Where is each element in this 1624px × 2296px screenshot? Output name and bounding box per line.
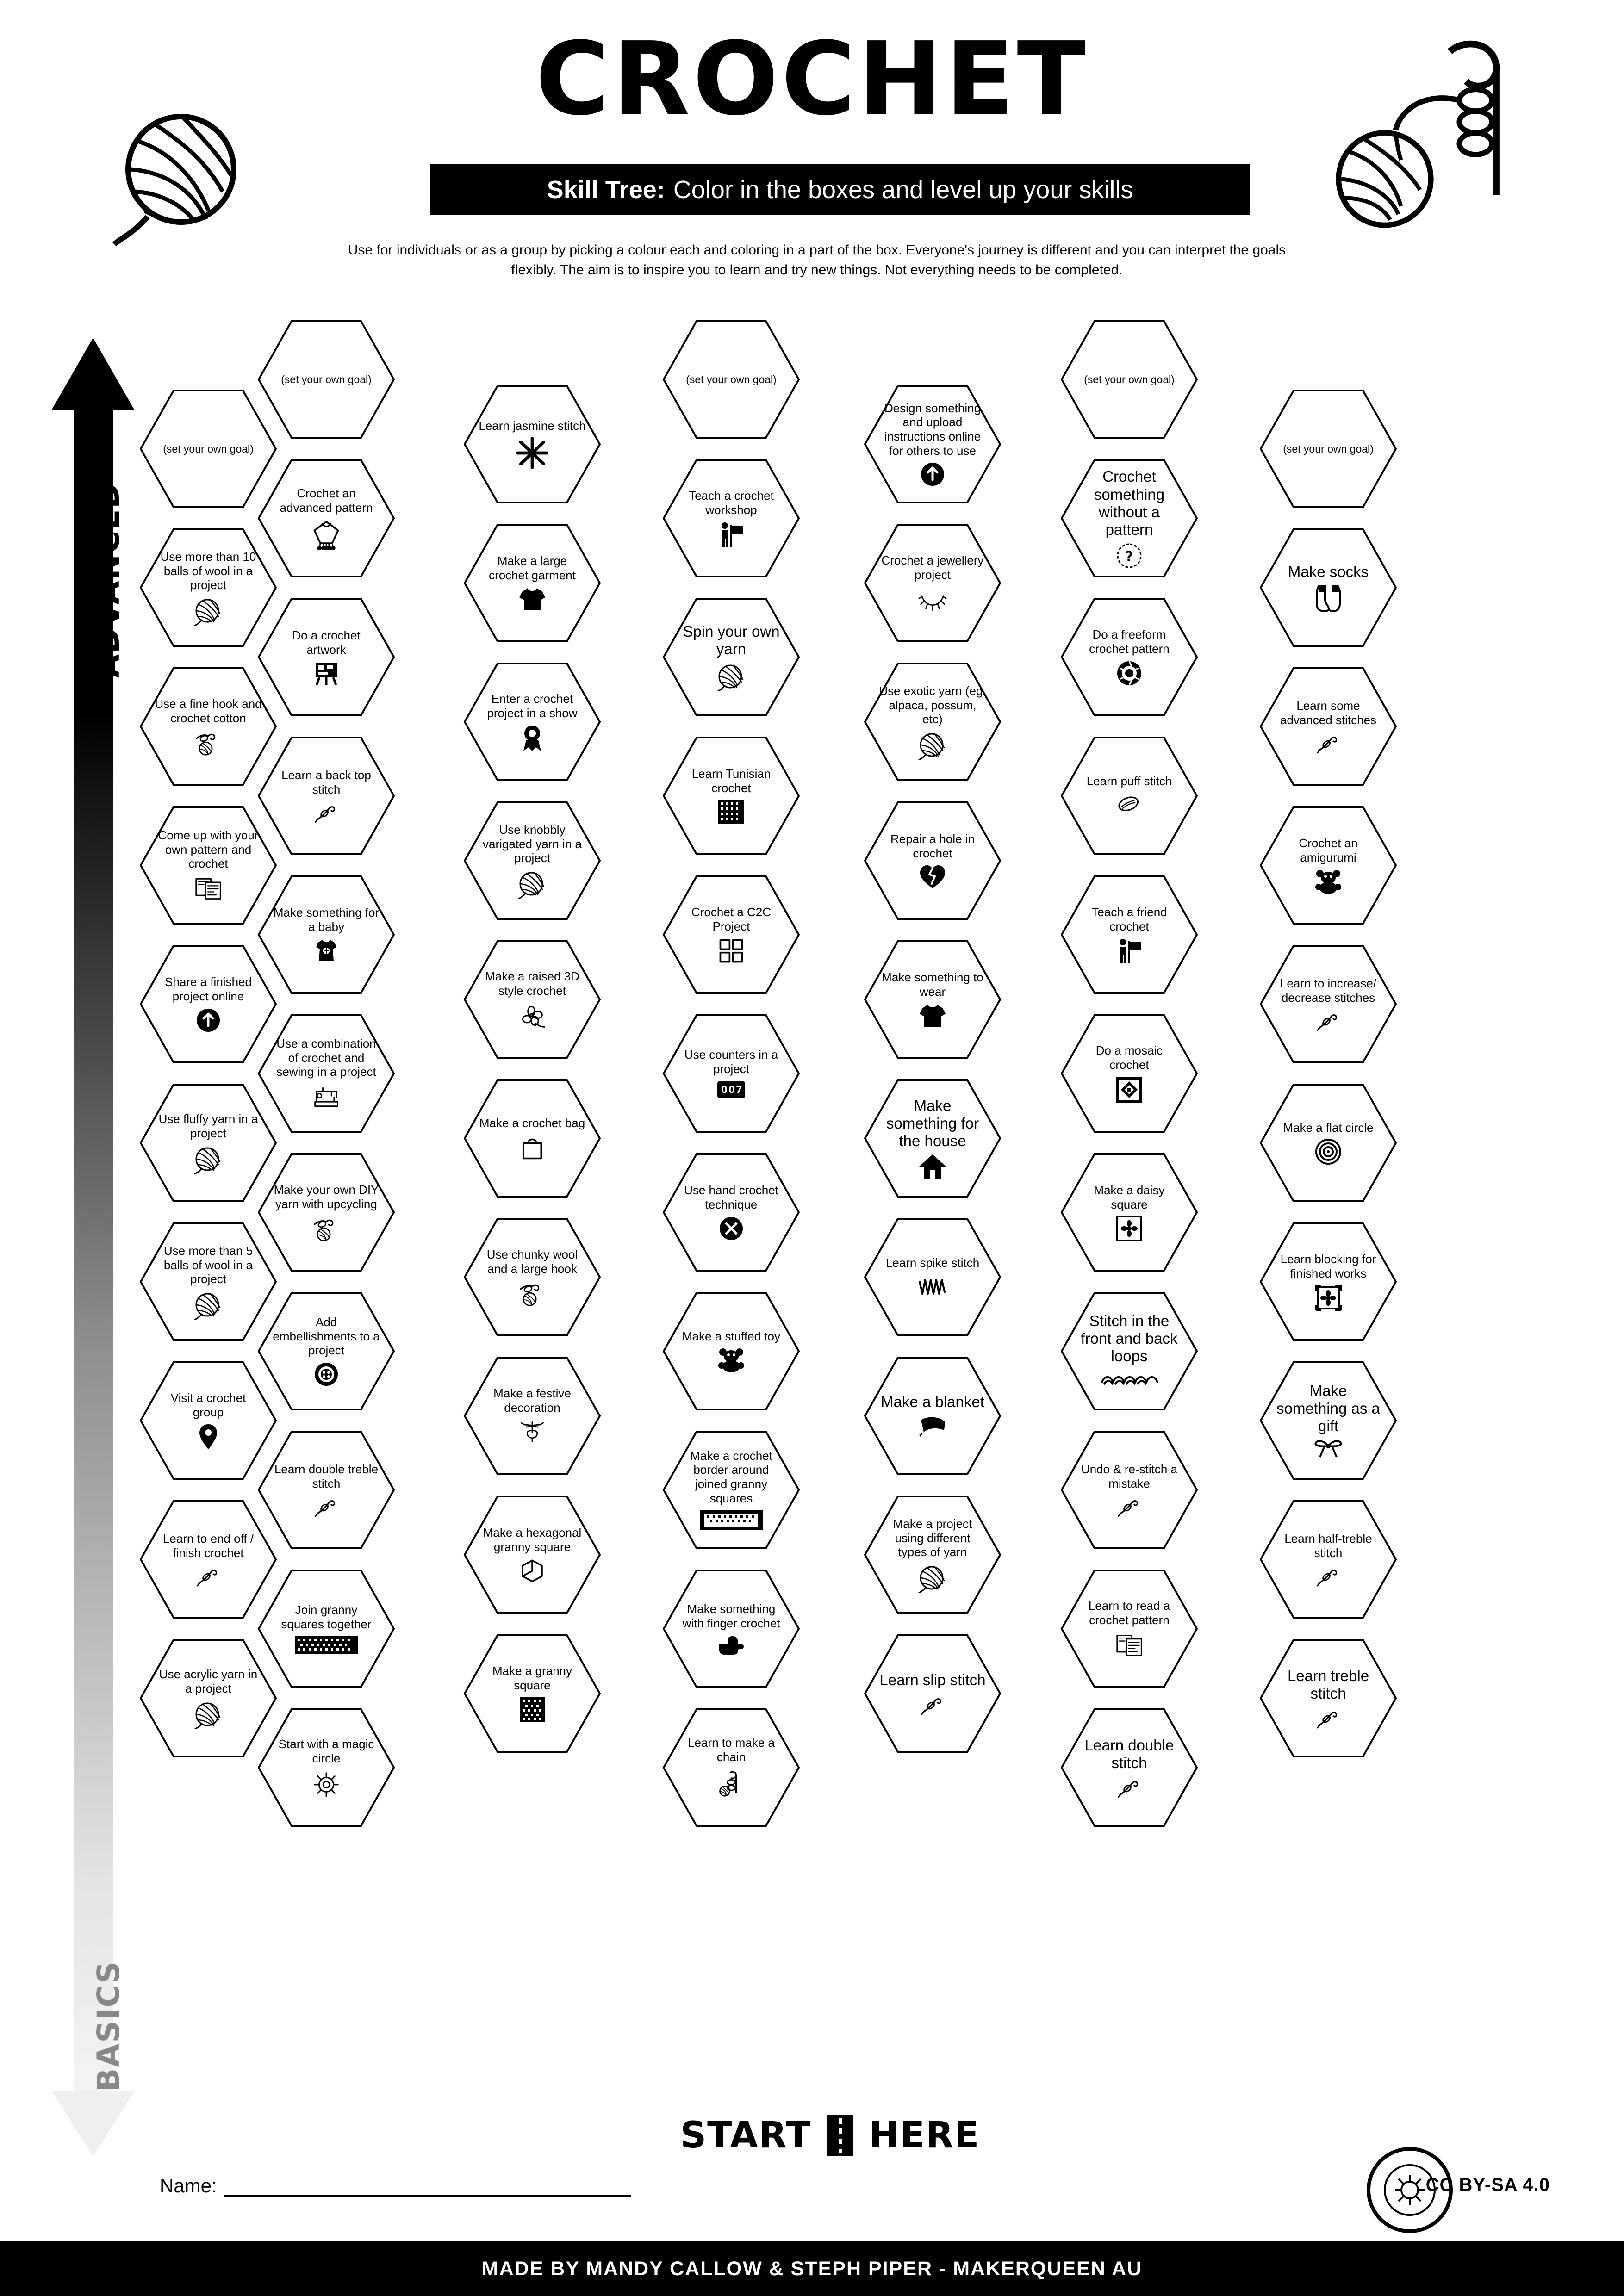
skill-label: (set your own goal) xyxy=(163,442,254,455)
yarn-icon xyxy=(716,662,746,691)
gift-icon xyxy=(1311,1439,1346,1459)
skill-label: Use acrylic yarn in a project xyxy=(159,1667,258,1695)
skill-label: Make a stuffed toy xyxy=(682,1329,780,1343)
subtitle-text: Color in the boxes and level up your skills xyxy=(673,176,1133,204)
skill-hex-col5-1[interactable] xyxy=(863,523,1002,643)
pin-icon xyxy=(198,1423,218,1450)
skill-hex-col3-1[interactable] xyxy=(463,523,602,643)
counter-icon xyxy=(716,1080,746,1099)
skill-hex-col7-7[interactable] xyxy=(1259,1360,1398,1481)
magic-circle-icon xyxy=(312,1769,341,1798)
hook-icon xyxy=(1313,731,1343,754)
hook-icon xyxy=(311,1495,341,1518)
skill-label: Learn puff stitch xyxy=(1086,774,1172,788)
skill-label: Use counters in a project xyxy=(684,1048,778,1076)
skill-label: Undo & re-stitch a mistake xyxy=(1081,1462,1178,1490)
skill-label: Make socks xyxy=(1288,563,1369,580)
skill-label: Make a raised 3D style crochet xyxy=(485,969,579,998)
bag-icon xyxy=(519,1134,545,1160)
yarn-icon xyxy=(918,730,947,760)
skill-label: Learn a back top stitch xyxy=(281,768,371,796)
skill-hex-col5-4[interactable] xyxy=(863,939,1002,1060)
skill-label: Make your own DIY yarn with upcycling xyxy=(274,1183,379,1211)
border-icon xyxy=(699,1509,764,1531)
skill-label: Design something and upload instructions online for others to use xyxy=(884,401,981,458)
spike-icon xyxy=(901,1273,964,1298)
skill-label: Make a large crochet garment xyxy=(489,554,576,582)
upload-icon xyxy=(920,461,946,487)
broken-heart-icon xyxy=(919,864,946,889)
skill-hex-col6-4[interactable] xyxy=(1060,875,1199,995)
skill-hex-col7-2[interactable] xyxy=(1259,666,1398,787)
c2c-icon xyxy=(718,937,745,964)
axis-arrow-down-icon xyxy=(52,2091,134,2156)
skill-hex-col7-5[interactable] xyxy=(1259,1083,1398,1203)
yarn-icon xyxy=(517,869,547,899)
skill-label: (set your own goal) xyxy=(281,373,372,385)
finger-icon xyxy=(717,1634,745,1656)
asterisk-icon xyxy=(516,436,549,470)
skill-label: Repair a hole in crochet xyxy=(890,832,975,860)
skill-hex-col2-8[interactable] xyxy=(257,1430,396,1550)
pattern-icon xyxy=(193,875,223,902)
skill-hex-col5-7[interactable] xyxy=(863,1356,1002,1476)
daisy-square-icon xyxy=(1116,1216,1142,1241)
hook-icon xyxy=(1313,1706,1343,1729)
skill-label: Make something for a baby xyxy=(273,906,380,934)
name-label: Name: xyxy=(160,2175,217,2197)
skill-label: (set your own goal) xyxy=(1283,442,1374,455)
svg-text:?: ? xyxy=(1125,548,1133,565)
yarn-ball-icon xyxy=(109,111,261,252)
yarn-icon xyxy=(193,1144,223,1174)
skill-hex-col3-9[interactable] xyxy=(463,1633,602,1754)
skill-hex-col5-0[interactable] xyxy=(863,384,1002,504)
skill-hex-col6-8[interactable] xyxy=(1060,1430,1199,1550)
skill-label: (set your own goal) xyxy=(1084,373,1175,385)
teach-icon xyxy=(717,521,745,548)
freeform-icon xyxy=(1116,660,1143,687)
skill-hex-col6-9[interactable] xyxy=(1060,1569,1199,1689)
hook-icon xyxy=(193,1564,223,1587)
skill-label: Spin your own yarn xyxy=(683,622,780,658)
blocking-icon xyxy=(1315,1285,1342,1311)
skill-label: Make a crochet bag xyxy=(479,1116,585,1130)
tshirt-icon xyxy=(517,586,547,612)
skill-hex-col4-10[interactable] xyxy=(662,1707,801,1828)
granny-strip-icon xyxy=(294,1635,359,1655)
tshirt-icon xyxy=(918,1003,947,1029)
skill-hex-col2-5[interactable] xyxy=(257,1013,396,1134)
skill-hex-col4-7[interactable] xyxy=(662,1291,801,1411)
skill-label: Make something to wear xyxy=(882,970,983,999)
skill-label: Use knobbly varigated yarn in a project xyxy=(483,822,582,865)
yarn-icon xyxy=(193,596,223,626)
mosaic-icon xyxy=(1115,1076,1143,1104)
skill-hex-col7-1[interactable] xyxy=(1259,527,1398,648)
hook-icon xyxy=(311,800,341,824)
skill-label: Make a daisy square xyxy=(1094,1183,1165,1211)
skill-hex-col4-6[interactable] xyxy=(662,1152,801,1272)
skill-hex-col6-0[interactable] xyxy=(1060,319,1199,440)
skill-label: Do a crochet artwork xyxy=(292,628,361,657)
skill-label: (set your own goal) xyxy=(686,373,777,385)
bear-icon xyxy=(1314,869,1343,894)
skill-label: Make something as a gift xyxy=(1276,1382,1380,1435)
socks-icon xyxy=(1315,584,1342,612)
hook-icon xyxy=(918,1693,947,1716)
name-field-row xyxy=(160,2175,631,2197)
hook-icon xyxy=(1313,1564,1343,1587)
granny-square-icon xyxy=(519,1696,546,1723)
skill-hex-col4-2[interactable] xyxy=(662,597,801,717)
jewel-icon xyxy=(918,586,947,613)
hook-yarn-icon xyxy=(311,1215,341,1242)
skill-hex-col6-2[interactable] xyxy=(1060,597,1199,717)
hexagon-icon xyxy=(519,1558,545,1584)
skill-label: Use a fine hook and crochet cotton xyxy=(155,697,262,725)
skill-label: Do a mosaic crochet xyxy=(1095,1043,1163,1072)
skill-label: Make a blanket xyxy=(881,1393,984,1410)
skill-label: Make a project using different types of yarn xyxy=(893,1516,972,1559)
skill-label: Learn double stitch xyxy=(1084,1736,1174,1771)
skill-hex-col2-9[interactable] xyxy=(257,1569,396,1689)
skill-hex-col4-5[interactable] xyxy=(662,1013,801,1134)
skill-label: Learn double treble stitch xyxy=(274,1462,379,1490)
question-icon xyxy=(1116,543,1142,569)
skill-label: Visit a crochet group xyxy=(170,1391,246,1419)
flower-icon xyxy=(518,1002,547,1030)
hook-icon xyxy=(1114,1775,1144,1799)
chain-icon xyxy=(718,1768,744,1800)
skill-hex-col7-3[interactable] xyxy=(1259,805,1398,925)
skill-label: Use a combination of crochet and sewing in a project xyxy=(276,1036,376,1079)
svg-text:0: 0 xyxy=(728,1084,735,1095)
skill-hex-col6-10[interactable] xyxy=(1060,1707,1199,1828)
blanket-icon xyxy=(918,1415,947,1439)
puff-icon xyxy=(1115,792,1144,818)
skill-label: Share a finished project online xyxy=(165,975,252,1003)
skill-hex-col3-8[interactable] xyxy=(463,1495,602,1615)
footer-credit: MADE BY MANDY CALLOW & STEPH PIPER - MAKERQUEEN AU xyxy=(0,2241,1624,2296)
svg-text:7: 7 xyxy=(736,1084,742,1095)
skill-hex-col4-3[interactable] xyxy=(662,736,801,856)
grid-dots-icon xyxy=(717,799,745,825)
x-circle-icon xyxy=(718,1216,744,1241)
button-icon xyxy=(313,1361,339,1387)
skill-hex-col6-7[interactable] xyxy=(1060,1291,1199,1411)
skill-hex-col2-6[interactable] xyxy=(257,1152,396,1272)
skill-hex-col5-6[interactable] xyxy=(863,1217,1002,1337)
skill-label: Learn to make a chain xyxy=(688,1736,775,1764)
skill-hex-col7-4[interactable] xyxy=(1259,944,1398,1064)
skill-label: Learn some advanced stitches xyxy=(1280,699,1377,727)
skill-label: Make a festive decoration xyxy=(493,1386,571,1415)
subtitle-bar xyxy=(430,164,1250,215)
axis-arrow-up-icon xyxy=(52,338,134,410)
bell-icon xyxy=(518,1419,547,1446)
skill-hex-col3-4[interactable] xyxy=(463,939,602,1060)
yarn-icon xyxy=(193,1700,223,1729)
skill-label: Do a freeform crochet pattern xyxy=(1089,627,1170,656)
skill-hex-col2-4[interactable] xyxy=(257,875,396,995)
skill-label: Crochet an amigurumi xyxy=(1299,836,1358,864)
house-icon xyxy=(918,1154,947,1179)
onesie-icon xyxy=(314,938,338,964)
skill-label: Learn to read a crochet pattern xyxy=(1088,1599,1170,1627)
axis-label-advanced: ADVANCED xyxy=(91,482,126,678)
skill-label: Enter a crochet project in a show xyxy=(487,692,578,720)
skill-hex-col3-6[interactable] xyxy=(463,1217,602,1337)
hook-icon xyxy=(1313,1009,1343,1032)
subtitle-prefix: Skill Tree: xyxy=(547,176,665,204)
skill-label: Use hand crochet technique xyxy=(684,1183,778,1211)
hook-yarn-icon xyxy=(193,729,223,756)
skill-label: Crochet an advanced pattern xyxy=(280,486,373,515)
start-word: START xyxy=(680,2115,812,2156)
skill-label: Use exotic yarn (eg. alpaca, possum, etc) xyxy=(879,683,986,726)
skill-hex-col6-3[interactable] xyxy=(1060,736,1199,856)
license-text: CC BY-SA 4.0 xyxy=(1425,2175,1550,2195)
axis-label-basics: BASICS xyxy=(91,1961,126,2091)
skill-hex-col7-0[interactable] xyxy=(1259,389,1398,509)
skill-label: Learn to increase/ decrease stitches xyxy=(1280,976,1377,1005)
easel-icon xyxy=(313,661,340,686)
name-input-line[interactable] xyxy=(224,2176,631,2197)
skill-label: Crochet something without a pattern xyxy=(1094,468,1165,539)
skill-hex-col3-7[interactable] xyxy=(463,1356,602,1476)
skill-hex-col5-5[interactable] xyxy=(863,1078,1002,1198)
skill-label: Come up with your own pattern and crochet xyxy=(158,828,259,871)
svg-text:0: 0 xyxy=(721,1084,728,1095)
circles-icon xyxy=(1315,1138,1342,1165)
page-title: CROCHET xyxy=(535,21,1089,138)
skill-label: Learn half-treble stitch xyxy=(1284,1532,1372,1560)
skill-label: Make a crochet border around joined granny squares xyxy=(690,1448,772,1505)
crochet-hook-icon xyxy=(1328,32,1523,238)
skill-label: Learn jasmine stitch xyxy=(479,418,586,433)
skill-hex-col2-1[interactable] xyxy=(257,458,396,578)
skill-label: Make something for the house xyxy=(886,1097,979,1150)
skill-hex-col5-2[interactable] xyxy=(863,662,1002,782)
skill-hex-col7-9[interactable] xyxy=(1259,1638,1398,1758)
skill-hex-col4-9[interactable] xyxy=(662,1569,801,1689)
skill-hex-col4-4[interactable] xyxy=(662,875,801,995)
upload-icon xyxy=(195,1007,221,1033)
skill-label: Start with a magic circle xyxy=(278,1737,374,1765)
poncho-icon xyxy=(311,519,342,550)
skill-hex-col6-1[interactable] xyxy=(1060,458,1199,578)
skill-hex-col3-0[interactable] xyxy=(463,384,602,504)
skill-hex-col4-0[interactable] xyxy=(662,319,801,440)
skill-label: Make a granny square xyxy=(492,1664,572,1692)
skill-label: Learn Tunisian crochet xyxy=(691,767,771,795)
teach-icon xyxy=(1115,937,1143,964)
skill-label: Use chunky wool and a large hook xyxy=(486,1247,578,1276)
skill-label: Teach a crochet workshop xyxy=(689,489,774,517)
skill-hex-col7-6[interactable] xyxy=(1259,1222,1398,1342)
skill-hex-col4-8[interactable] xyxy=(662,1430,801,1550)
bear-icon xyxy=(717,1347,746,1373)
skill-label: Stitch in the front and back loops xyxy=(1081,1312,1178,1365)
start-here-marker xyxy=(680,2115,980,2156)
skill-label: Use more than 5 balls of wool in a project xyxy=(163,1243,253,1286)
road-icon xyxy=(827,2115,853,2156)
skill-hex-col2-7[interactable] xyxy=(257,1291,396,1411)
skill-hex-col5-3[interactable] xyxy=(863,800,1002,921)
skill-hex-col5-8[interactable] xyxy=(863,1495,1002,1615)
skill-hex-col3-3[interactable] xyxy=(463,800,602,921)
skill-label: Make a flat circle xyxy=(1283,1120,1374,1135)
skill-label: Add embellishments to a project xyxy=(273,1315,380,1358)
skill-label: Learn spike stitch xyxy=(885,1255,980,1270)
skill-label: Crochet a jewellery project xyxy=(881,553,984,582)
hook-icon xyxy=(1114,1495,1144,1518)
skill-label: Use fluffy yarn in a project xyxy=(158,1112,258,1140)
skill-label: Make something with finger crochet xyxy=(682,1602,780,1630)
skill-label: Learn blocking for finished works xyxy=(1280,1252,1376,1280)
sewing-machine-icon xyxy=(312,1083,341,1111)
skill-label: Learn to end off / finish crochet xyxy=(162,1532,254,1560)
skill-label: Teach a friend crochet xyxy=(1091,905,1167,933)
skill-hex-col2-2[interactable] xyxy=(257,597,396,717)
here-word: HERE xyxy=(869,2115,980,2156)
skill-hex-col4-1[interactable] xyxy=(662,458,801,578)
skill-hex-col6-6[interactable] xyxy=(1060,1152,1199,1272)
skill-hex-col5-9[interactable] xyxy=(863,1633,1002,1754)
skill-hex-col3-5[interactable] xyxy=(463,1078,602,1198)
skill-hex-col2-10[interactable] xyxy=(257,1707,396,1828)
yarn-icon xyxy=(918,1563,947,1593)
hook-yarn-icon xyxy=(517,1280,547,1307)
skill-hex-col3-2[interactable] xyxy=(463,662,602,782)
intro-text: Use for individuals or as a group by picking a colour each and coloring in a part of the box. Everyone's journey is different and you can interpret the goals flexibly. The aim is to inspire you to learn and try new things. Not everything needs to be completed. xyxy=(348,242,1286,278)
skill-hex-col7-8[interactable] xyxy=(1259,1499,1398,1620)
skill-label: Make a hexagonal granny square xyxy=(483,1526,582,1554)
skill-label: Learn slip stitch xyxy=(879,1671,986,1688)
skill-label: Use more than 10 balls of wool in a project xyxy=(160,549,256,592)
rosette-icon xyxy=(520,724,545,752)
pattern-icon xyxy=(1114,1631,1144,1659)
skill-hex-col2-3[interactable] xyxy=(257,736,396,856)
yarn-icon xyxy=(193,1290,223,1320)
skill-hex-col2-0[interactable] xyxy=(257,319,396,440)
skill-hex-col6-5[interactable] xyxy=(1060,1013,1199,1134)
skill-label: Learn treble stitch xyxy=(1287,1667,1369,1702)
skill-label: Join granny squares together xyxy=(281,1603,372,1631)
skill-label: Crochet a C2C Project xyxy=(691,905,771,933)
braid-icon xyxy=(1099,1369,1159,1390)
